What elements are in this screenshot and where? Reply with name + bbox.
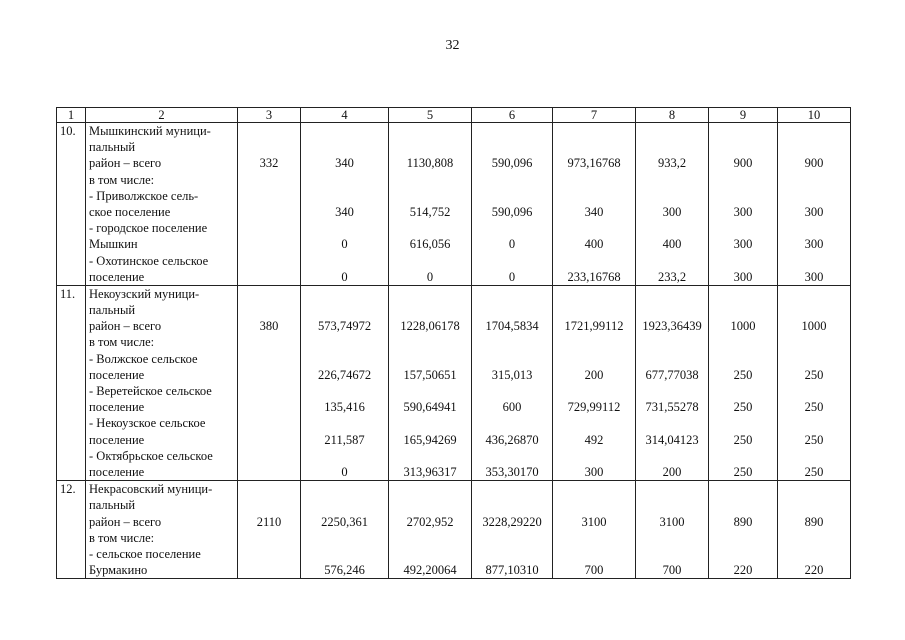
territory-name-line: ское поселение (89, 204, 171, 219)
value-cell-c3 (238, 123, 301, 286)
value-line (781, 123, 847, 139)
value-line: 353,30170 (485, 464, 539, 479)
value-line (712, 253, 774, 269)
value-line: 0 (426, 269, 434, 284)
value-line (475, 383, 549, 399)
value-line (304, 530, 385, 546)
value-line (781, 546, 847, 562)
value-line (241, 351, 297, 367)
territory-name-line: Мышкин (89, 237, 138, 252)
value-line (392, 334, 468, 350)
value-line (712, 139, 774, 155)
value-line (556, 334, 632, 350)
value-line (639, 253, 705, 269)
value-line: 436,26870 (485, 432, 539, 447)
value-line: 300 (804, 269, 824, 284)
territory-name-line: поселение (89, 400, 145, 415)
value-line (475, 188, 549, 204)
value-line: 332 (259, 156, 279, 171)
value-line (304, 139, 385, 155)
value-line: 877,10310 (485, 563, 539, 578)
value-cell-c9 (709, 481, 778, 579)
value-line (392, 302, 468, 318)
value-line (639, 497, 705, 513)
value-line: 700 (584, 563, 604, 578)
value-line (304, 546, 385, 562)
value-cell-c10 (778, 285, 851, 480)
column-header-7: 7 (553, 108, 636, 123)
value-line (392, 220, 468, 236)
value-line: 211,587 (324, 432, 365, 447)
value-line (241, 399, 297, 415)
value-line (392, 448, 468, 464)
territory-name-line: район – всего (89, 514, 162, 529)
value-line: 514,752 (409, 204, 451, 219)
column-header-3: 3 (238, 108, 301, 123)
column-header-1: 1 (57, 108, 86, 123)
value-line (712, 172, 774, 188)
value-line: 233,16768 (567, 269, 621, 284)
value-line: 250 (733, 464, 753, 479)
column-header-5: 5 (389, 108, 472, 123)
value-line (556, 253, 632, 269)
value-line (241, 530, 297, 546)
value-line: 677,77038 (645, 367, 699, 382)
column-header-9: 9 (709, 108, 778, 123)
value-line: 250 (804, 464, 824, 479)
value-line (781, 139, 847, 155)
value-cell-c8 (636, 481, 709, 579)
value-line (639, 139, 705, 155)
value-cell-c7 (553, 285, 636, 480)
value-line: 300 (733, 204, 753, 219)
value-line: 135,416 (324, 400, 365, 415)
value-cell-c4 (301, 285, 389, 480)
value-line (712, 497, 774, 513)
value-line (392, 123, 468, 139)
value-line: 340 (335, 204, 354, 219)
value-cell-c4 (301, 481, 389, 579)
value-line: 300 (662, 204, 682, 219)
value-line: 1000 (801, 319, 827, 334)
value-line (475, 172, 549, 188)
value-cell-c5 (389, 123, 472, 286)
value-line (241, 464, 297, 480)
territory-name-line: район – всего (89, 319, 162, 334)
value-line (639, 383, 705, 399)
value-line (241, 497, 297, 513)
value-line (241, 562, 297, 578)
value-line (241, 481, 297, 497)
value-line: 590,096 (491, 204, 533, 219)
value-line (392, 497, 468, 513)
value-line (556, 123, 632, 139)
value-line: 313,96317 (403, 464, 457, 479)
column-header-6: 6 (472, 108, 553, 123)
header-row (57, 108, 851, 123)
value-line (392, 383, 468, 399)
territory-name-line: пальный (89, 140, 136, 155)
value-line: 250 (733, 367, 753, 382)
value-line (241, 367, 297, 383)
value-line: 731,55278 (645, 400, 699, 415)
value-line (241, 383, 297, 399)
territory-name-line: в том числе: (89, 335, 155, 350)
value-line (781, 383, 847, 399)
value-line (475, 123, 549, 139)
value-line: 0 (341, 464, 348, 479)
territory-name-line: - Охотинское сельское (89, 253, 209, 268)
value-line: 590,64941 (403, 400, 457, 415)
value-line: 300 (733, 237, 753, 252)
value-line (556, 172, 632, 188)
value-line: 590,096 (491, 156, 533, 171)
data-table (56, 107, 851, 579)
value-cell-c6 (472, 481, 553, 579)
value-line (556, 220, 632, 236)
value-line (781, 220, 847, 236)
value-cell-c5 (389, 285, 472, 480)
value-line (475, 334, 549, 350)
value-line: 220 (733, 563, 753, 578)
value-line (392, 481, 468, 497)
value-line (304, 286, 385, 302)
value-line (304, 481, 385, 497)
territory-name-cell (86, 481, 238, 579)
value-line (556, 139, 632, 155)
territory-name-cell (86, 285, 238, 480)
value-line (712, 481, 774, 497)
value-line (556, 383, 632, 399)
value-line: 1228,06178 (400, 319, 460, 334)
value-line (781, 351, 847, 367)
value-line: 250 (804, 400, 824, 415)
value-line (241, 236, 297, 252)
page-number: 32 (445, 38, 460, 53)
value-line: 300 (733, 269, 753, 284)
value-cell-c6 (472, 123, 553, 286)
value-line (304, 351, 385, 367)
value-line (712, 188, 774, 204)
value-line (556, 415, 632, 431)
value-cell-c5 (389, 481, 472, 579)
value-line (475, 351, 549, 367)
value-line: 200 (662, 464, 682, 479)
value-line (392, 546, 468, 562)
value-line (712, 415, 774, 431)
value-line (392, 172, 468, 188)
value-line (392, 415, 468, 431)
value-line: 300 (804, 237, 824, 252)
value-line: 400 (584, 237, 604, 252)
table-row (57, 481, 851, 579)
value-line: 233,2 (657, 269, 687, 284)
value-line (712, 546, 774, 562)
value-line (392, 139, 468, 155)
value-line: 729,99112 (567, 400, 621, 415)
value-line: 400 (662, 237, 682, 252)
territory-name-line: Бурмакино (89, 563, 148, 578)
value-line: 2250,361 (321, 514, 368, 529)
value-line (639, 334, 705, 350)
value-line (304, 334, 385, 350)
value-cell-c8 (636, 285, 709, 480)
value-line (392, 253, 468, 269)
value-line: 1130,808 (406, 156, 454, 171)
value-line (304, 415, 385, 431)
value-line (712, 220, 774, 236)
value-cell-c6 (472, 285, 553, 480)
value-line: 250 (733, 400, 753, 415)
value-line (781, 497, 847, 513)
value-line: 2110 (256, 514, 282, 529)
value-line (712, 448, 774, 464)
value-line (241, 334, 297, 350)
value-cell-c3 (238, 481, 301, 579)
value-line: 200 (584, 367, 604, 382)
value-line (556, 448, 632, 464)
value-line (556, 530, 632, 546)
value-cell-c4 (301, 123, 389, 286)
value-line (712, 383, 774, 399)
value-line (712, 334, 774, 350)
territory-name-line: пальный (89, 498, 136, 513)
value-line (639, 220, 705, 236)
value-line (781, 286, 847, 302)
value-line (556, 286, 632, 302)
value-line (781, 334, 847, 350)
value-line: 492 (584, 432, 604, 447)
value-line: 340 (584, 204, 604, 219)
value-line: 1721,99112 (564, 319, 624, 334)
value-line (241, 415, 297, 431)
value-line (639, 188, 705, 204)
value-line: 576,246 (324, 563, 365, 578)
value-line: 300 (584, 464, 604, 479)
value-line: 3100 (581, 514, 607, 529)
value-line (475, 546, 549, 562)
value-line (241, 139, 297, 155)
value-line (475, 448, 549, 464)
value-line: 1704,5834 (485, 319, 539, 334)
value-line (639, 302, 705, 318)
value-line (475, 220, 549, 236)
value-line (781, 481, 847, 497)
value-line: 226,74672 (317, 367, 372, 382)
value-line (241, 204, 297, 220)
value-line: 900 (733, 156, 753, 171)
value-line (304, 497, 385, 513)
value-line (712, 123, 774, 139)
value-line (304, 253, 385, 269)
value-line (639, 172, 705, 188)
value-line: 314,04123 (645, 432, 699, 447)
territory-name-line: - Приволжское сель- (89, 188, 199, 203)
value-line (392, 188, 468, 204)
column-header-2: 2 (86, 108, 238, 123)
value-line (241, 286, 297, 302)
value-line (639, 286, 705, 302)
value-line: 600 (502, 400, 522, 415)
territory-name-line: поселение (89, 464, 145, 479)
value-line: 933,2 (657, 156, 687, 171)
value-line (781, 530, 847, 546)
table-row (57, 285, 851, 480)
value-line: 340 (335, 156, 354, 171)
territory-name-line: - Волжское сельское (89, 351, 198, 366)
value-line: 300 (804, 204, 824, 219)
row-number: 12. (57, 481, 86, 579)
value-line (241, 269, 297, 285)
territory-name-line: Некрасовский муници- (89, 482, 213, 497)
territory-name-line: пальный (89, 303, 136, 318)
value-line (241, 220, 297, 236)
value-line: 220 (804, 563, 824, 578)
value-line (712, 302, 774, 318)
value-cell-c10 (778, 481, 851, 579)
value-line (241, 172, 297, 188)
value-line (304, 220, 385, 236)
value-cell-c9 (709, 285, 778, 480)
value-line: 0 (508, 237, 516, 252)
value-line: 157,50651 (403, 367, 457, 382)
value-line (475, 253, 549, 269)
territory-name-line: район – всего (89, 156, 162, 171)
value-line: 3100 (659, 514, 685, 529)
value-line (639, 351, 705, 367)
value-line: 0 (341, 237, 348, 252)
territory-name-line: - городское поселение (89, 221, 208, 236)
value-line (475, 302, 549, 318)
value-line: 165,94269 (403, 432, 457, 447)
value-line (556, 351, 632, 367)
value-line (556, 481, 632, 497)
value-line (712, 530, 774, 546)
value-line: 1000 (730, 319, 756, 334)
value-line (304, 383, 385, 399)
value-line: 250 (804, 432, 824, 447)
column-header-4: 4 (301, 108, 389, 123)
value-line (392, 530, 468, 546)
table-row (57, 123, 851, 286)
value-cell-c3 (238, 285, 301, 480)
value-line (241, 302, 297, 318)
value-line (241, 546, 297, 562)
territory-name-line: поселение (89, 269, 145, 284)
value-line (475, 415, 549, 431)
value-line (712, 286, 774, 302)
table-body (57, 108, 851, 579)
value-line: 890 (733, 514, 753, 529)
territory-name-line: - сельское поселение (89, 546, 201, 561)
value-line (781, 415, 847, 431)
value-line: 492,20064 (403, 563, 457, 578)
territory-name-line: в том числе: (89, 530, 155, 545)
value-line (475, 497, 549, 513)
value-line: 700 (662, 563, 682, 578)
value-line (241, 123, 297, 139)
value-cell-c9 (709, 123, 778, 286)
value-line (781, 448, 847, 464)
territory-name-line: поселение (89, 432, 145, 447)
value-line (639, 123, 705, 139)
value-line (639, 481, 705, 497)
row-number: 10. (57, 123, 86, 286)
territory-name-line: - Веретейское сельское (89, 384, 212, 398)
territory-name-line: Некоузский муници- (89, 286, 200, 301)
value-line (241, 432, 297, 448)
value-line: 890 (804, 514, 824, 529)
value-line (556, 546, 632, 562)
value-cell-c8 (636, 123, 709, 286)
value-cell-c7 (553, 123, 636, 286)
value-line (241, 188, 297, 204)
value-line (241, 253, 297, 269)
territory-name-line: поселение (89, 367, 145, 382)
column-header-10: 10 (778, 108, 851, 123)
value-cell-c7 (553, 481, 636, 579)
value-line (475, 530, 549, 546)
value-line (639, 546, 705, 562)
value-line (556, 302, 632, 318)
value-line (712, 351, 774, 367)
value-line (781, 253, 847, 269)
value-line (304, 302, 385, 318)
value-line (475, 139, 549, 155)
row-number: 11. (57, 285, 86, 480)
value-line: 250 (733, 432, 753, 447)
value-line (304, 172, 385, 188)
value-line: 900 (804, 156, 824, 171)
value-line (304, 188, 385, 204)
value-line: 3228,29220 (482, 514, 542, 529)
value-line (304, 123, 385, 139)
value-line: 315,013 (491, 367, 533, 382)
value-line: 1923,36439 (642, 319, 702, 334)
value-line (639, 530, 705, 546)
value-line (556, 188, 632, 204)
value-cell-c10 (778, 123, 851, 286)
territory-name-cell (86, 123, 238, 286)
value-line (781, 302, 847, 318)
value-line (392, 286, 468, 302)
value-line (781, 172, 847, 188)
value-line (639, 415, 705, 431)
column-header-8: 8 (636, 108, 709, 123)
territory-name-line: - Некоузское сельское (89, 416, 206, 431)
value-line: 0 (508, 269, 516, 284)
value-line (304, 448, 385, 464)
value-line: 573,74972 (317, 319, 372, 334)
value-line (241, 448, 297, 464)
value-line: 973,16768 (567, 156, 621, 171)
value-line (639, 448, 705, 464)
value-line: 2702,952 (406, 514, 454, 529)
territory-name-line: в том числе: (89, 172, 155, 187)
territory-name-line: Мышкинский муници- (89, 124, 211, 138)
territory-name-line: - Октябрьское сельское (89, 448, 213, 463)
value-line (781, 188, 847, 204)
value-line: 0 (341, 269, 348, 284)
value-line: 616,056 (409, 237, 451, 252)
value-line (475, 286, 549, 302)
value-line (556, 497, 632, 513)
value-line (475, 481, 549, 497)
value-line: 380 (259, 319, 279, 334)
value-line: 250 (804, 367, 824, 382)
value-line (392, 351, 468, 367)
